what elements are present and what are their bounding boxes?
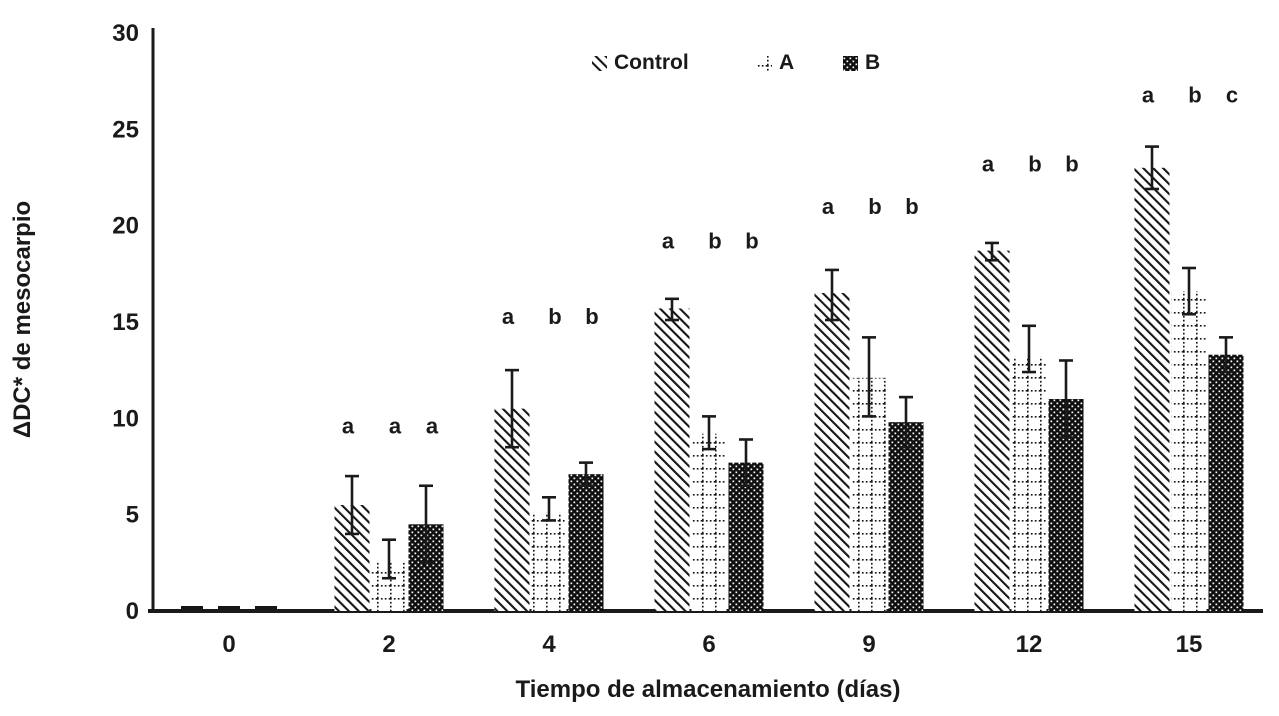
significance-letter: b	[905, 194, 919, 220]
significance-letter: b	[585, 303, 599, 329]
bar	[532, 513, 567, 611]
y-tick-label: 15	[112, 308, 139, 336]
x-tick-label: 9	[862, 631, 876, 658]
y-tick-label: 30	[112, 19, 139, 47]
significance-letter: a	[425, 413, 439, 439]
x-tick-label: 4	[542, 631, 556, 658]
bar	[692, 434, 727, 611]
significance-letter: b	[548, 303, 562, 329]
x-tick-label: 6	[702, 631, 716, 658]
legend-label: Control	[614, 51, 689, 74]
significance-letter: a	[388, 413, 402, 439]
bar	[1135, 168, 1170, 611]
legend-item	[843, 56, 858, 71]
legend-item	[592, 56, 607, 71]
x-axis-title: Tiempo de almacenamiento (días)	[515, 676, 901, 703]
significance-letter: a	[821, 194, 835, 220]
bar-tiny	[218, 606, 240, 610]
bar	[569, 474, 604, 611]
bar-tiny	[255, 606, 277, 610]
y-tick-label: 5	[125, 501, 139, 529]
y-tick-label: 20	[112, 212, 139, 240]
x-tick-label: 12	[1015, 631, 1043, 658]
y-tick-label: 25	[112, 116, 139, 144]
legend-swatch-black-dots	[843, 56, 858, 71]
significance-letter: b	[1065, 151, 1079, 177]
significance-letter: b	[1188, 82, 1202, 108]
legend-label: A	[779, 51, 795, 74]
y-tick-label: 0	[125, 598, 139, 625]
significance-letter: a	[981, 151, 995, 177]
legend-swatch-dotted-grid	[757, 56, 772, 71]
significance-letter: b	[708, 228, 722, 254]
bar	[655, 308, 690, 611]
significance-letter: b	[1028, 151, 1042, 177]
x-tick-label: 2	[382, 631, 396, 658]
bar	[1012, 357, 1047, 611]
significance-letter: b	[745, 228, 759, 254]
y-tick-label: 10	[112, 405, 139, 433]
x-tick-label: 0	[222, 631, 236, 658]
legend-label: B	[865, 51, 881, 74]
significance-letter: c	[1225, 82, 1239, 108]
bar-tiny	[181, 606, 203, 610]
significance-letter: a	[1141, 82, 1155, 108]
significance-letter: a	[341, 413, 355, 439]
bar	[1209, 355, 1244, 611]
bar	[815, 293, 850, 611]
significance-letter: a	[661, 228, 675, 254]
bar	[1172, 291, 1207, 611]
bar	[975, 251, 1010, 611]
x-tick-label: 15	[1175, 631, 1203, 658]
significance-letter: b	[868, 194, 882, 220]
bar	[889, 422, 924, 611]
significance-letter: a	[501, 303, 515, 329]
y-axis-title: ΔDC* de mesocarpio	[9, 200, 36, 439]
legend-swatch-diagonal-hatch	[592, 56, 607, 71]
legend-item	[757, 56, 772, 71]
